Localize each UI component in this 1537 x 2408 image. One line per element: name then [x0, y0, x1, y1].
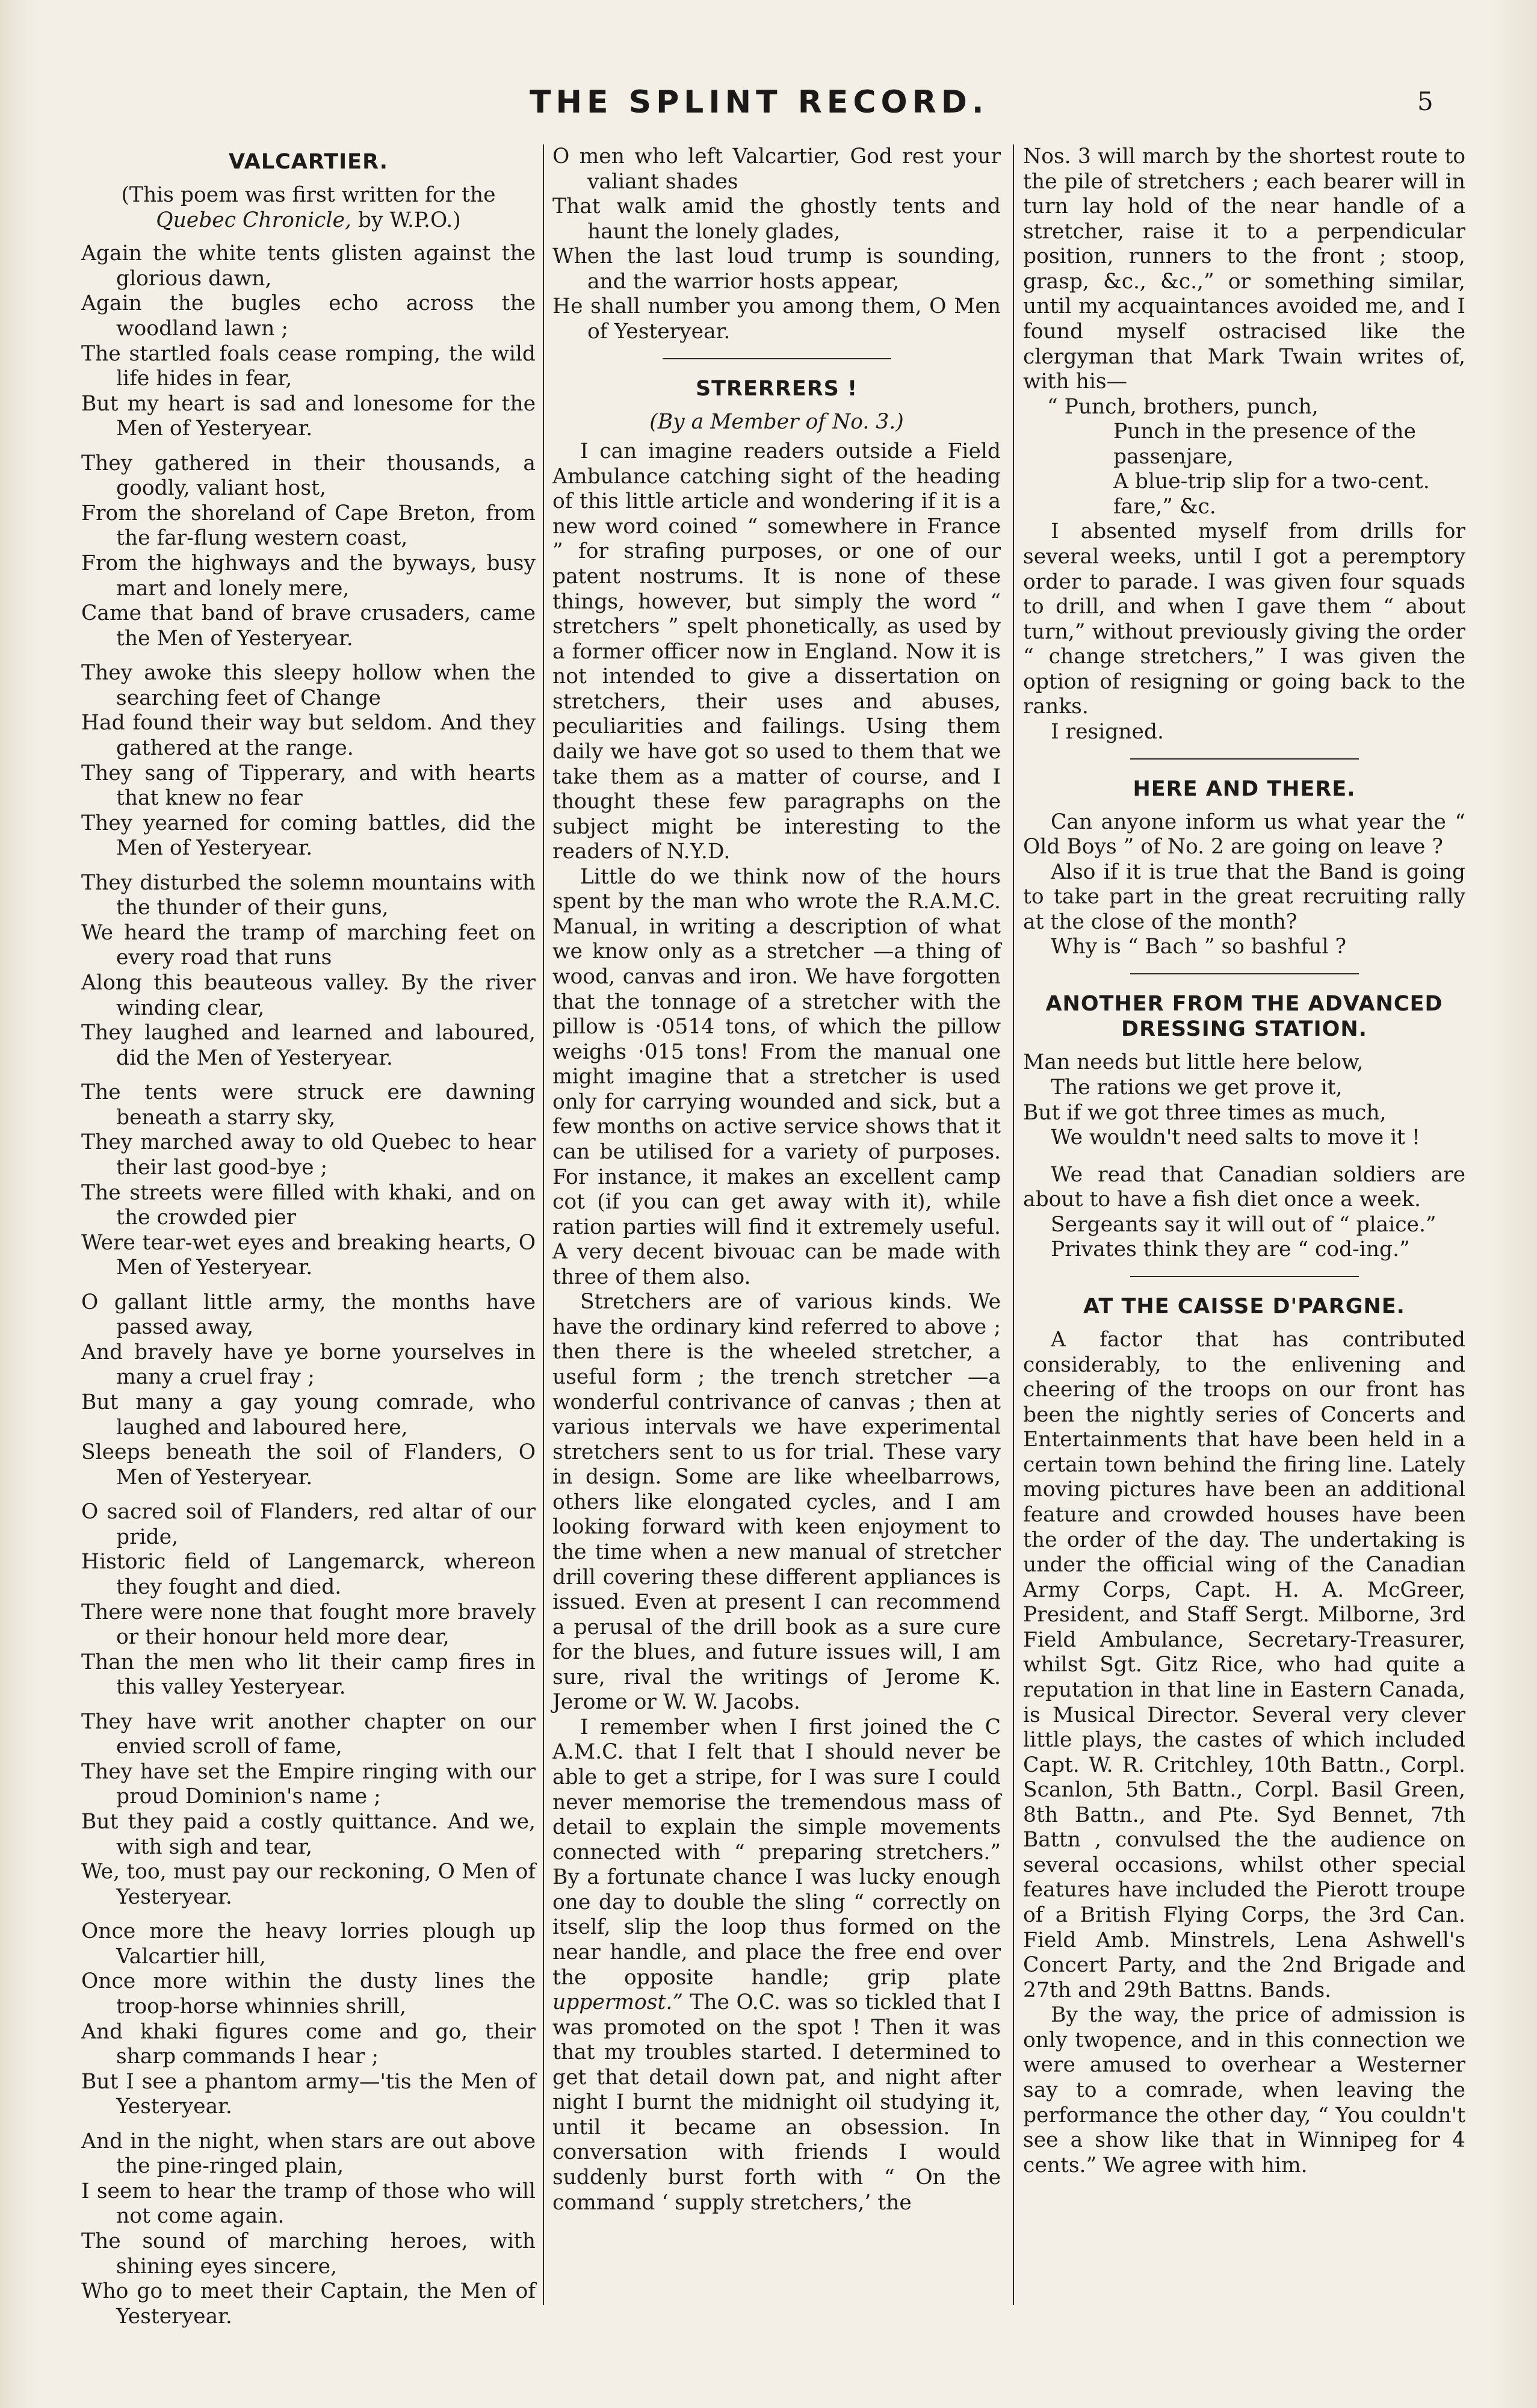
poem-line: Came that band of brave crusaders, came the Men of Yesteryear.	[81, 601, 536, 651]
poem-line: The startled foals cease romping, the wild life hides in fear,	[81, 341, 536, 391]
column-2	[552, 144, 1001, 2215]
quoted-verse	[1023, 395, 1465, 520]
article-continuation: Nos. 3 will march by the shortest route to the pile of stretchers ; each bearer will in turn lay hold of the near handle of a stretcher, raise it to a perpendicular position, runners to the front ; stoop, grasp, &c., &c.,” or something similar, until my acquaintances avoided me, and I found myself ostracised like the clergyman that Mark Twain writes of, with his—	[1023, 144, 1465, 394]
poem-line: They marched away to old Quebec to hear their last good-bye ;	[81, 1130, 536, 1180]
poem-stanza	[81, 661, 536, 861]
poem-line: We heard the tramp of marching feet on every road that runs	[81, 920, 536, 970]
verse-line: We wouldn't need salts to move it !	[1051, 1125, 1420, 1150]
poem-line: O gallant little army, the months have passed away,	[81, 1290, 536, 1340]
page-number: 5	[1417, 87, 1433, 116]
poem-stanza	[81, 451, 536, 652]
poem-line: From the shoreland of Cape Breton, from the far-flung western coast,	[81, 501, 536, 551]
poem-line: Were tear-wet eyes and breaking hearts, O Men of Yesteryear.	[81, 1230, 536, 1280]
article-line: Privates think they are “ cod-ing.”	[1051, 1237, 1410, 1262]
poem-line: They have writ another chapter on our envied scroll of fame,	[81, 1709, 536, 1759]
poem-byline-2	[81, 208, 536, 234]
poem-stanza	[81, 1080, 536, 1281]
poem-line: They gathered in their thousands, a goodly, valiant host,	[81, 451, 536, 501]
verse-line: The rations we get prove it,	[1051, 1075, 1343, 1100]
poem-line: But I see a phantom army—'tis the Men of Yesteryear.	[81, 2069, 536, 2119]
poem-line: But many a gay young comrade, who laughed and laboured here,	[81, 1390, 536, 1440]
poem-line: I seem to hear the tramp of those who will not come again.	[81, 2179, 536, 2229]
poem-line: Once more within the dusty lines the troop-horse whinnies shrill,	[81, 1969, 536, 2019]
article-paragraph: I resigned.	[1051, 719, 1164, 744]
poem-line: They have set the Empire ringing with our proud Dominion's name ;	[81, 1759, 536, 1809]
poem-line: The streets were filled with khaki, and on the crowded pier	[81, 1180, 536, 1230]
poem-stanzas	[81, 241, 536, 2329]
poem-line: When the last loud trump is sounding, and the warrior hosts appear,	[552, 244, 1001, 294]
poem-stanza	[81, 241, 536, 442]
article-byline: (By a Member of No. 3.)	[649, 409, 904, 434]
verse-line: “ Punch, brothers, punch,	[1047, 394, 1319, 419]
ads-verse	[1023, 1050, 1465, 1150]
article-paragraph: Little do we think now of the hours spent by the man who wrote the R.A.M.C. Manual, in writing a description of what we know only as a stretcher —a thing of wood, canvas and iron. We have forgotten that the tonnage of a stretcher with the pillow is ·0514 tons, of which the pillow weighs ·015 tons! From the manual one might imagine that a stretcher is used only for carrying wounded and sick, but a few months on active service shows that it can be utilised for a variety of purposes. For instance, it makes an excellent camp cot (if you can get away with it), while ration parties will find it extremely useful. A very decent bivouac can be made with three of them also.	[552, 864, 1001, 1289]
poem-line: And in the night, when stars are out above the pine-ringed plain,	[81, 2129, 536, 2179]
section-title: ANOTHER FROM THE ADVANCED DRESSING STATION.	[1045, 992, 1443, 1042]
poem-line: Had found their way but seldom. And they gathered at the range.	[81, 711, 536, 760]
poem-line: Once more the heavy lorries plough up Valcartier hill,	[81, 1919, 536, 1969]
poem-stanza	[81, 1500, 536, 1700]
column-1	[81, 144, 536, 2339]
poem-line: But my heart is sad and lonesome for the Men of Yesteryear.	[81, 391, 536, 441]
poem-line: That walk amid the ghostly tents and haunt the lonely glades,	[552, 194, 1001, 244]
poem-stanza	[81, 871, 536, 1071]
poem-stanza	[81, 1290, 536, 1491]
poem-line: Again the bugles echo across the woodland lawn ;	[81, 291, 536, 341]
here-item: Also if it is true that the Band is going to take part in the great recruiting rally at the close of the month?	[1023, 859, 1465, 934]
poem-line: From the highways and the byways, busy mart and lonely mere,	[81, 551, 536, 601]
article-paragraph: I can imagine readers outside a Field Ambulance catching sight of the heading of this little article and wondering if it is a new word coined “ somewhere in France ” for strafing purposes, or one of our patent nostrums. It is none of these things, however, but simply the word “ stretchers ” spelt phonetically, as used by a former officer now in England. Now it is not intended to give a dissertation on stretchers, their uses and abuses, peculiarities and failings. Using them daily we have got so used to them that we take them as a matter of course, and I thought these few paragraphs on the subject might be interesting to the readers of N.Y.D.	[552, 439, 1001, 864]
section-divider	[1130, 1276, 1359, 1277]
poem-line: Historic field of Langemarck, whereon they fought and died.	[81, 1550, 536, 1599]
poem-final-stanza	[552, 144, 1001, 345]
article-paragraph: I remember when I first joined the C A.M.C. that I felt that I should never be able to get a stripe, for I was sure I could never memorise the tremendous mass of detail to explain the simple movements connected with “ preparing stretchers.” By a fortunate chance I was lucky enough one day to double the sling “ correctly on itself, slip the loop thus formed on the near handle, and place the free end over the opposite handle; grip plate uppermost.” The O.C. was so tickled that I was promoted on the spot ! Then it was that my troubles started. I determined to get that detail down pat, and night after night I burnt the midnight oil studying it, until it became an obsession. In conversation with friends I would suddenly burst forth with “ On the command ‘ supply stretchers,’ the	[552, 1715, 1001, 2215]
page-header	[0, 84, 1537, 132]
poem-line: O sacred soil of Flanders, red altar of our pride,	[81, 1500, 536, 1549]
poem-line: He shall number you among them, O Men of Yesteryear.	[552, 294, 1001, 344]
poem-line: Who go to meet their Captain, the Men of Yesteryear.	[81, 2279, 536, 2329]
poem-stanza	[81, 2129, 536, 2330]
poem-line: We, too, must pay our reckoning, O Men of Yesteryear.	[81, 1860, 536, 1909]
poem-line: There were none that fought more bravely or their honour held more dear,	[81, 1600, 536, 1650]
poem-line: And khaki figures come and go, their sharp commands I hear ;	[81, 2019, 536, 2069]
column-3	[1023, 144, 1465, 2178]
poem-line: And bravely have ye borne yourselves in many a cruel fray ;	[81, 1340, 536, 1390]
masthead: THE SPLINT RECORD.	[530, 84, 989, 120]
verse-line: But if we got three times as much,	[1023, 1100, 1387, 1125]
poem-line: They laughed and learned and laboured, did the Men of Yesteryear.	[81, 1021, 536, 1070]
here-item: Can anyone inform us what year the “ Old Boys ” of No. 2 are going on leave ?	[1023, 809, 1465, 859]
poem-title: VALCARTIER.	[229, 150, 388, 174]
section-divider	[1130, 973, 1359, 974]
article-body	[552, 439, 1001, 1715]
poem-line: They disturbed the solemn mountains with the thunder of their guns,	[81, 870, 536, 920]
here-item: Why is “ Bach ” so bashful ?	[1051, 935, 1346, 959]
verse-line: Punch in the presence of the passenjare,	[1113, 419, 1416, 469]
verse-line: Man needs but little here below,	[1023, 1050, 1364, 1075]
article-line: Sergeants say it will out of “ plaice.”	[1051, 1212, 1436, 1237]
section-title: HERE AND THERE.	[1133, 776, 1356, 801]
column-rule-1	[543, 144, 544, 2305]
column-rule-2	[1013, 144, 1014, 2305]
poem-line: Along this beauteous valley. By the river winding clear,	[81, 971, 536, 1020]
article-paragraph: I absented myself from drills for several weeks, until I got a peremptory order to parade. I was given four squads to drill, and when I gave them “ about turn,” without previously giving the order “ change stretchers,” I was given the option of resigning or going back to the ranks.	[1023, 519, 1465, 719]
section-title: AT THE CAISSE D'PARGNE.	[1083, 1294, 1405, 1319]
article-title: STRERRERS !	[695, 376, 858, 401]
poem-line: Again the white tents glisten against the glorious dawn,	[81, 241, 536, 291]
poem-stanza	[81, 1919, 536, 2120]
poem-line: The sound of marching heroes, with shining eyes sincere,	[81, 2229, 536, 2279]
poem-line: But they paid a costly quittance. And we, with sigh and tear,	[81, 1810, 536, 1859]
poem-line: They yearned for coming battles, did the Men of Yesteryear.	[81, 811, 536, 861]
section-divider	[663, 358, 891, 359]
section-divider	[1130, 758, 1359, 760]
poem-stanza	[81, 1710, 536, 1910]
article-paragraph: By the way, the price of admission is only twopence, and in this connection we were amused to overhear a Westerner say to a comrade, when leaving the performance the other day, “ You couldn't see a show like that in Winnipeg for 4 cents.” We agree with him.	[1023, 2003, 1465, 2177]
poem-line: Sleeps beneath the soil of Flanders, O Men of Yesteryear.	[81, 1440, 536, 1490]
poem-line: The tents were struck ere dawning beneath a starry sky,	[81, 1080, 536, 1130]
article-paragraph: Stretchers are of various kinds. We have the ordinary kind referred to above ; then there is the wheeled stretcher, a useful form ; the trench stretcher —a wonderful contrivance of canvas ; then at various intervals we have experimental stretchers sent to us for trial. These vary in design. Some are like wheelbarrows, others like elongated cycles, and I am looking forward with keen enjoyment to the time when a new manual of stretcher drill covering these different appliances is issued. Even at present I can recommend a perusal of the drill book as a sure cure for the blues, and future issues will, I am sure, rival the writings of Jerome K. Jerome or W. W. Jacobs.	[552, 1290, 1001, 1715]
byline-post: by W.P.O.)	[351, 208, 461, 232]
poem-line: They awoke this sleepy hollow when the searching feet of Change	[81, 661, 536, 710]
poem-line: Than the men who lit their camp fires in this valley Yesteryear.	[81, 1650, 536, 1700]
byline-em: Quebec Chronicle,	[156, 208, 351, 232]
article-paragraph: We read that Canadian soldiers are about to have a fish diet once a week.	[1023, 1162, 1465, 1212]
poem-line: O men who left Valcartier, God rest your valiant shades	[552, 144, 1001, 194]
poem-byline: (This poem was first written for the	[121, 183, 496, 208]
poem-line: They sang of Tipperary, and with hearts that knew no fear	[81, 761, 536, 811]
article-paragraph: A factor that has contributed considerably, to the enlivening and cheering of the troops on our front has been the nightly series of Concerts and Entertainments that have been held in a certain town behind the firing line. Lately moving pictures have been an additional feature and crowded houses have been the order of the day. The undertaking is under the official wing of the Canadian Army Corps, Capt. H. A. McGreer, President, and Staff Sergt. Milborne, 3rd Field Ambulance, Secretary-Treasurer, whilst Sgt. Gitz Rice, who had quite a reputation in that line in Eastern Canada, is Musical Director. Several very clever little plays, the castes of which included Capt. W. R. Critchley, 10th Battn., Corpl. Scanlon, 5th Battn., Corpl. Basil Green, 8th Battn., and Pte. Syd Bennet, 7th Battn , convulsed the the audience on several occasions, whilst other special features have included the Pierott troupe of a British Flying Corps, the 3rd Can. Field Amb. Minstrels, Lena Ashwell's Concert Party, and the 2nd Brigade and 27th and 29th Battns. Bands.	[1023, 1328, 1465, 2002]
verse-line: A blue-trip slip for a two-cent. fare,” &c.	[1113, 469, 1430, 519]
